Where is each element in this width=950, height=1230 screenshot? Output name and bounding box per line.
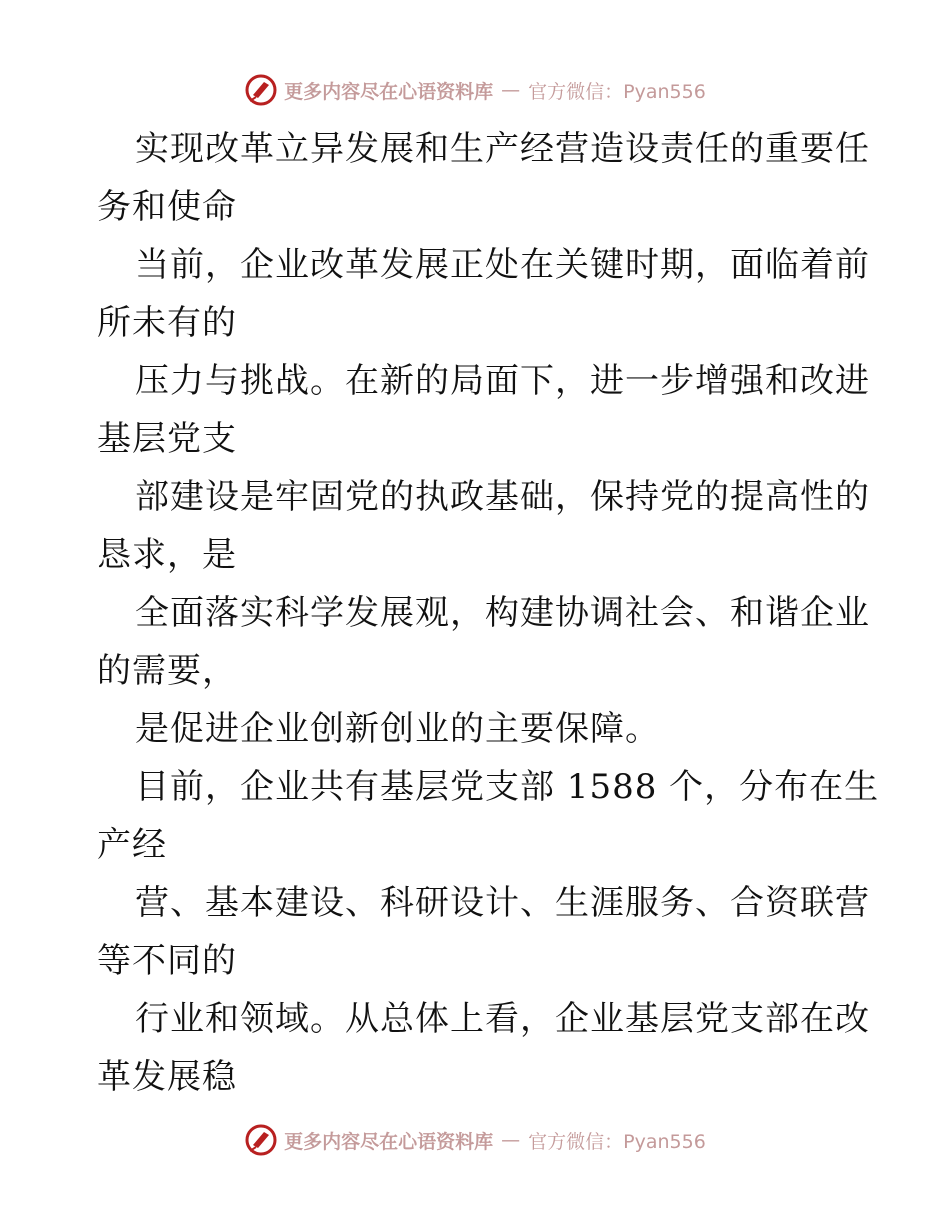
- text-line: 基层党支: [97, 419, 237, 459]
- text-line: 行业和领域。从总体上看，企业基层党支部在改: [135, 999, 870, 1039]
- text-line: 恳求，是: [97, 535, 237, 575]
- footer-banner: [0, 1120, 950, 1160]
- text-line: 所未有的: [97, 303, 237, 343]
- document-body: [97, 120, 880, 1106]
- text-line: 产经: [97, 825, 167, 865]
- text-line: 实现改革立异发展和生产经营造设责任的重要任: [135, 129, 870, 169]
- text-line: 的需要，: [97, 651, 237, 691]
- stamp-logo-icon: [244, 1123, 278, 1157]
- text-line: 当前，企业改革发展正处在关键时期，面临着前: [135, 245, 870, 285]
- banner-dash: —: [501, 1129, 521, 1151]
- text-line: 目前，企业共有基层党支部 1588 个，分布在生: [135, 767, 880, 807]
- text-line: 是促进企业创新创业的主要保障。: [135, 709, 660, 749]
- wechat-id: 官方微信：Pyan556: [528, 1130, 706, 1153]
- text-line: 压力与挑战。在新的局面下，进一步增强和改进: [135, 361, 870, 401]
- text-line: 革发展稳: [97, 1057, 237, 1097]
- stamp-logo-icon: [244, 73, 278, 107]
- library-name: 更多内容尽在心语资料库: [284, 80, 494, 103]
- text-line: 等不同的: [97, 941, 237, 981]
- header-banner: [0, 70, 950, 110]
- text-line: 务和使命: [97, 187, 237, 227]
- banner-dash: —: [501, 79, 521, 101]
- library-name: 更多内容尽在心语资料库: [284, 1130, 494, 1153]
- text-line: 营、基本建设、科研设计、生涯服务、合资联营: [135, 883, 870, 923]
- text-line: 全面落实科学发展观，构建协调社会、和谐企业: [135, 593, 870, 633]
- wechat-id: 官方微信：Pyan556: [528, 80, 706, 103]
- text-line: 部建设是牢固党的执政基础，保持党的提高性的: [135, 477, 870, 517]
